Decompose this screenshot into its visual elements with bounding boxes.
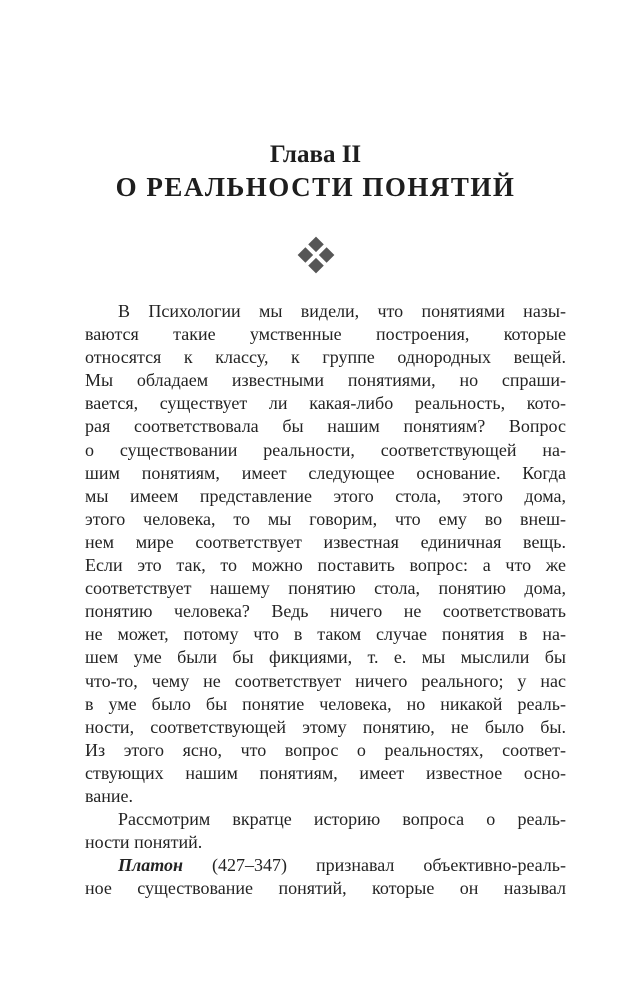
chapter-number: Глава II <box>269 141 362 168</box>
text-segment: мы имеем представление этого стола, этого дома, <box>85 485 566 506</box>
text-line <box>85 439 566 462</box>
text-segment: вание. <box>85 785 134 806</box>
text-line <box>85 739 566 762</box>
text-line <box>85 415 566 438</box>
text-line <box>85 369 566 392</box>
text-line <box>85 785 566 808</box>
text-line <box>85 646 566 669</box>
text-line <box>85 300 566 323</box>
text-segment: ваются такие умственные построения, которые <box>85 324 566 345</box>
text-segment: ствующих нашим понятиям, имеет известное осно- <box>85 762 566 783</box>
ornament-grid <box>297 237 334 274</box>
body-text <box>85 300 566 900</box>
text-line <box>85 623 566 646</box>
text-segment: не может, потому что в таком случае понятия в на- <box>85 624 566 645</box>
text-segment: соответствует нашему понятию стола, понятию дома, <box>85 578 566 599</box>
text-segment: ности, соответствующей этому понятию, не было бы. <box>85 716 566 737</box>
text-segment: шим понятиям, имеет следующее основание. Когда <box>85 462 566 483</box>
text-segment: ности понятий. <box>85 832 203 853</box>
text-line <box>85 577 566 600</box>
text-line <box>85 831 566 854</box>
text-line <box>85 716 566 739</box>
diamond-shape <box>308 258 324 274</box>
text-line <box>85 323 566 346</box>
text-segment: шем уме были бы фикциями, т. е. мы мыслили бы <box>85 647 566 668</box>
text-segment: о существовании реальности, соответствующей на- <box>85 439 566 460</box>
text-segment: нем мире соответствует известная единичная вещь. <box>85 531 566 552</box>
text-segment: вается, существует ли какая-либо реальность, кото- <box>85 393 566 414</box>
text-segment: этого человека, то мы говорим, что ему во внеш- <box>85 508 566 529</box>
text-segment: Рассмотрим вкратце историю вопроса о реаль- <box>118 809 566 830</box>
text-line <box>85 485 566 508</box>
text-segment: понятию человека? Ведь ничего не соответствовать <box>85 601 566 622</box>
text-segment: что-то, чему не соответствует ничего реального; у нас <box>85 670 566 691</box>
diamond-shape <box>318 247 334 263</box>
text-line <box>85 392 566 415</box>
chapter-title: О РЕАЛЬНОСТИ ПОНЯТИЙ <box>115 172 516 202</box>
text-segment: В Психологии мы видели, что понятиями назы- <box>118 301 566 321</box>
text-line <box>85 693 566 716</box>
text-line <box>85 346 566 369</box>
text-line <box>85 808 566 831</box>
text-segment: рая соответствовала бы нашим понятиям? Вопрос <box>85 416 566 437</box>
text-line <box>85 554 566 577</box>
text-segment: относятся к классу, к группе однородных вещей. <box>85 347 566 368</box>
text-segment: ное существование понятий, которые он называл <box>85 878 566 899</box>
diamond-ornament-icon <box>0 233 631 277</box>
text-segment: в уме было бы понятие человека, но никакой реаль- <box>85 693 566 714</box>
text-line <box>85 462 566 485</box>
text-segment: Мы обладаем известными понятиями, но спраши- <box>85 370 566 391</box>
text-segment: Если это так, то можно поставить вопрос: а что же <box>85 555 566 576</box>
text-line <box>85 508 566 531</box>
diamond-shape <box>297 247 313 263</box>
emphasized-text: Платон <box>118 855 183 876</box>
text-line <box>85 762 566 785</box>
text-segment: Из этого ясно, что вопрос о реальностях, соответ- <box>85 739 566 760</box>
text-line <box>85 531 566 554</box>
text-line <box>85 670 566 693</box>
diamond-shape <box>308 237 324 253</box>
text-line <box>85 877 566 900</box>
text-segment: (427–347) признавал объективно-реаль- <box>183 855 566 876</box>
text-line <box>85 854 566 877</box>
text-line <box>85 600 566 623</box>
